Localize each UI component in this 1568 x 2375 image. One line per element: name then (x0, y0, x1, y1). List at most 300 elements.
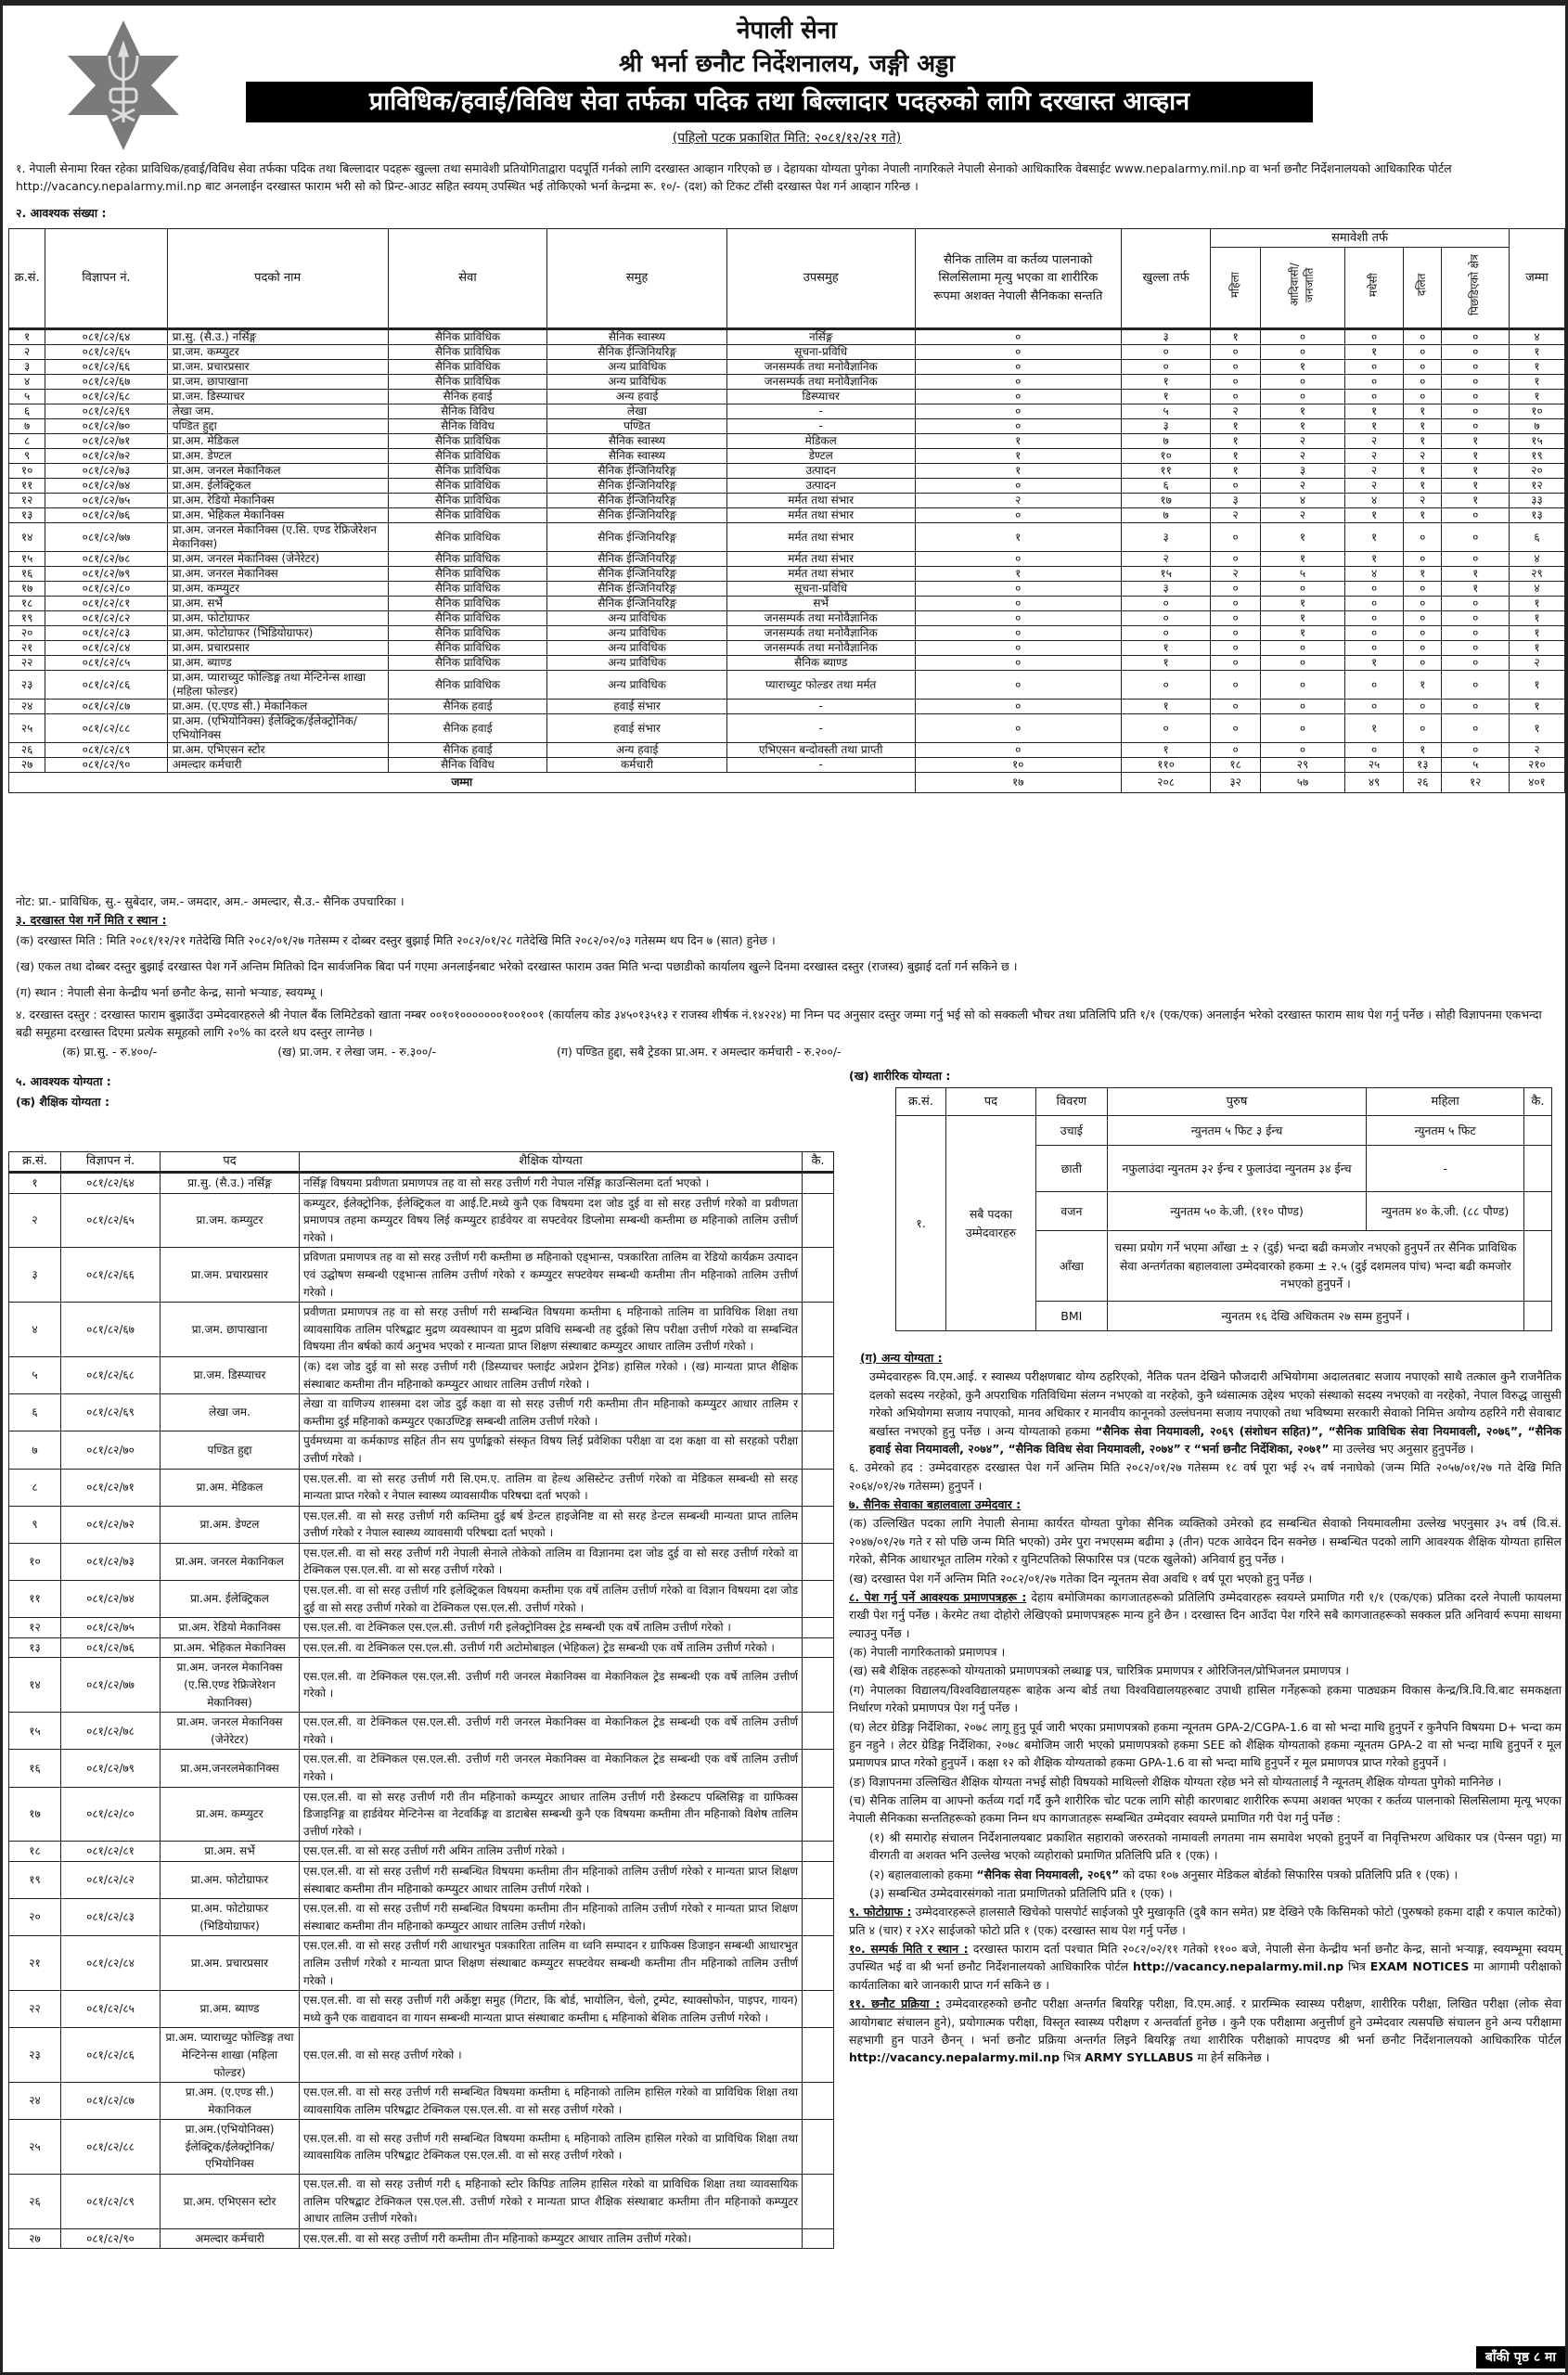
vacancy-cell: १ (1345, 345, 1404, 360)
vacancy-cell: १ (1509, 641, 1564, 656)
edu-post: अमल्दार कर्मचारी (161, 2228, 300, 2249)
vacancy-cell: १ (915, 567, 1121, 582)
edu-post: प्रा.अम. जनरल मेकानिक्स (ए.सि.एण्ड रेफ्रिजेरेशन मेकानिक्स) (161, 1658, 300, 1713)
edu-post: प्रा.अम. ईलेक्ट्रिकल (161, 1581, 300, 1618)
vacancy-cell: ० (1260, 345, 1344, 360)
vacancy-cell: ० (1260, 700, 1344, 714)
edu-ad-no: ०८१/८२/८९ (61, 2175, 161, 2229)
regulations-list: “सैनिक सेवा नियमावली, २०६९ (संशोधन सहित)”, “सैनिक प्राविधिक सेवा नियमावली, २०७६”, “सैनिक हवाई सेवा नियमावली, २०७४”, “सैनिक विविध सेवा नियमावली, २०७४” र “भर्ना छनौट निर्देशिका, २०७१” (869, 1423, 1562, 1456)
vacancy-cell: ० (1442, 390, 1509, 404)
cert-item: (ग) नेपालका विद्यालय/विश्वविद्यालयहरू बाहेक अन्य बोर्ड तथा विश्वविद्यालयहरुबाट उपाधी हासिल गर्नेहरूको हकमा पाठ्यक्रम विकास केन्द्र/त्रि.वि.वि.बाट समकक्षता निर्धारण गरेको प्रमाणपत्र पेश गर्नु पर्नेछ । (849, 1682, 1562, 1715)
vacancy-cell: २९ (1509, 567, 1564, 582)
vacancy-cell: ० (1122, 714, 1211, 743)
vacancy-cell: सैनिक प्राविधिक (388, 597, 547, 611)
fee-list (16, 1043, 1556, 1060)
vacancy-cell: सैनिक प्राविधिक (388, 641, 547, 656)
vacancy-cell: उत्पादन (726, 464, 915, 479)
vacancy-cell: सैनिक प्राविधिक (388, 494, 547, 508)
total-cell: ४९ (1345, 773, 1404, 793)
edu-sn: १६ (9, 1750, 61, 1787)
org-title: नेपाली सेना (736, 17, 838, 45)
education-row (9, 1861, 834, 1898)
vacancy-cell: ० (1442, 714, 1509, 743)
vacancy-cell: हवाई संभार (547, 714, 726, 743)
vacancy-cell: २ (1345, 464, 1404, 479)
vacancy-cell: १ (1509, 345, 1564, 360)
vacancy-cell: ० (1442, 656, 1509, 671)
vacancy-cell: सैनिक प्राविधिक (388, 567, 547, 582)
vacancy-cell: प्रा.अम. ईलेक्ट्रिकल (167, 479, 388, 494)
vacancy-cell: ०८१/८२/७९ (45, 567, 167, 582)
phys-label: BMI (1035, 1302, 1107, 1331)
vacancy-cell: ०८१/८२/६४ (45, 329, 167, 345)
vacancy-cell: सैनिक हवाई (388, 743, 547, 758)
vacancy-cell: १ (1404, 508, 1442, 523)
vacancy-cell: - (726, 714, 915, 743)
vacancy-cell: २५ (1345, 758, 1404, 773)
vacancy-cell: सैनिक स्वास्थ्य (547, 434, 726, 449)
edu-post: प्रा.अम. रेडियो मेकानिक्स (161, 1618, 300, 1638)
phys-col-male: पुरुष (1107, 1088, 1367, 1116)
cert-sub-item: (२) बहालवालाको हकमा “सैनिक सेवा नियमावली, २०६९” को दफा १०७ अनुसार मेडिकल बोर्डको सिफारिस पत्रको प्रतिलिपि प्रति १ (एक) । (869, 1867, 1459, 1881)
vacancy-cell: १७ (1122, 494, 1211, 508)
vacancy-cell: ० (1345, 582, 1404, 597)
vacancy-cell: प्रा.अम. जनरल मेकानिकल (167, 464, 388, 479)
vacancy-cell: ०८१/८२/८९ (45, 743, 167, 758)
vacancy-cell: ०८१/८२/६८ (45, 390, 167, 404)
vacancy-cell: १ (1122, 390, 1211, 404)
edu-qualification: एस.एल.सी. वा सो सरह उत्तीर्ण गरि इलेक्ट्रिकल विषयमा कम्तीमा एक वर्षे तालिम उत्तीर्ण गरेको वा विज्ञान विषयमा दश जोड दुई वा सो सरह उत्तीर्ण गरेको वा टेक्निकल एस.एल.सी. उत्तीर्ण गरेको । (300, 1581, 803, 1618)
edu-sn: १८ (9, 1842, 61, 1862)
published-date: (पहिलो पटक प्रकाशित मिति: २०८१/१२/२१ गते) (672, 131, 902, 146)
vacancy-row (9, 597, 1565, 611)
edu-sn: १९ (9, 1861, 61, 1898)
edu-remarks (803, 1842, 834, 1862)
vacancy-cell: सैनिक ईन्जिनियरिङ्ग (547, 597, 726, 611)
vacancy-cell: सैनिक ईन्जिनियरिङ्ग (547, 567, 726, 582)
education-row (9, 1899, 834, 1936)
education-table (8, 1151, 834, 2249)
vacancy-cell: ० (1260, 641, 1344, 656)
vacancy-row (9, 360, 1565, 375)
edu-ad-no: ०८१/८२/८८ (61, 2120, 161, 2175)
vacancy-cell: ० (1404, 611, 1442, 626)
edu-ad-no: ०८१/८२/८३ (61, 1899, 161, 1936)
phys-label: वजन (1035, 1192, 1107, 1231)
vacancy-cell: सैनिक प्राविधिक (388, 582, 547, 597)
edu-remarks (803, 1581, 834, 1618)
vacancy-cell: १ (1122, 700, 1211, 714)
vacancy-cell: ० (1211, 552, 1261, 567)
col-dalit: दलित (1415, 274, 1429, 297)
vacancy-cell: ० (1345, 626, 1404, 641)
edu-ad-no: ०८१/८२/७० (61, 1431, 161, 1469)
col-madhesi: मधेसी (1367, 273, 1381, 298)
section-4-fee: ४. दरखास्त दस्तुर : दरखास्त फाराम बुझाउँदा उम्मेदवारहरुले श्री नेपाल बैंक लिमिटेडको खाता नम्बर ००१०१०००००००१००१००१ (कार्यालय कोड ३४५०१३५१३ र राजस्व शीर्षक नं.१४२२४) मा निम्न पद अनुसार दस्तुर जम्मा गर्नु भई सो को सक्कली भौचर तथा प्रतिलिपि प्रति १/१ (एक/एक) अनलाईन भरेको दरखास्त फाराम साथ पेश गर्नु पर्नेछ । सोही विज्ञापनमा एकभन्दा बढी समूहमा दरखास्त दिएमा प्रत्येक समूहको लागि २०% का दरले थप दस्तुर लाग्नेछ । (16, 1008, 1542, 1040)
section-5-title: ५. आवश्यक योग्यता : (16, 1074, 111, 1088)
edu-post: प्रा.जम. डिस्प्याचर (161, 1356, 300, 1393)
vacancy-cell: २ (1404, 494, 1442, 508)
vacancy-cell: २० (9, 626, 45, 641)
vacancy-cell: १ (1345, 523, 1404, 552)
vacancy-cell: ० (915, 390, 1121, 404)
vacancy-cell: २१ (9, 641, 45, 656)
vacancy-cell: ० (1442, 345, 1509, 360)
edu-sn: ७ (9, 1431, 61, 1469)
vacancy-cell: १ (1509, 375, 1564, 390)
edu-qualification: एस.एल.सी. वा सो सरह उत्तीर्ण गरी कम्तीमा तीन महिनाको कम्प्युटर आधार तालिम उत्तीर्ण गरेको। (300, 2228, 803, 2249)
edu-post: प्रा.अम. डेण्टल (161, 1506, 300, 1543)
vacancy-cell: ० (1404, 360, 1442, 375)
vacancy-cell: ४ (1509, 329, 1564, 345)
vacancy-cell: प्रा.अम. डेण्टल (167, 449, 388, 464)
section-9-photo: ९. फोटोग्राफ : उम्मेदवारहरूले हालसालै खिचेको पासपोर्ट साईजको पुरै मुखाकृति (दुबै कान समेत) प्रष्ट देखिने एकै किसिमको फोटो (पुरुषको हकमा दाह्री र कपाल काटेको) प्रति ४ (चार) र २X२ साईजको फोटो प्रति १ (एक) दरखास्त साथ पेश गर्नु पर्नेछ । (849, 1905, 1562, 1937)
vacancy-cell: ० (915, 611, 1121, 626)
vacancy-cell: ०८१/८२/७३ (45, 464, 167, 479)
vacancy-cell: १ (1509, 700, 1564, 714)
vacancy-cell: ० (915, 360, 1121, 375)
edu-remarks (803, 1248, 834, 1303)
vacancy-row (9, 611, 1565, 626)
edu-qualification: एस.एल.सी. वा सो सरह उत्तीर्ण गरी तीन महिनाको कम्प्युटर आधार तालिम उत्तीर्ण गरी डेस्कटप पब्लिसिङ्ग वा ग्राफिक्स डिजाइनिङ्ग वा हार्डवेयर मेन्टिनेन्स वा नेटवर्किङ्ग वा डाटाबेस सम्बन्धी कुनै एक विषयमा कम्तीमा तीन महिनाको विशेष तालिम उत्तीर्ण गरेको । (300, 1787, 803, 1842)
phys-label: उचाई (1035, 1116, 1107, 1146)
vacancy-cell: सैनिक विविध (388, 404, 547, 419)
vacancy-cell: ०८१/८२/८५ (45, 656, 167, 671)
vacancy-cell: १ (1509, 390, 1564, 404)
vacancy-cell: सूचना-प्रविधि (726, 582, 915, 597)
vacancy-cell: ० (915, 508, 1121, 523)
vacancy-cell: अन्य प्राविधिक (547, 626, 726, 641)
vacancy-cell: ० (1404, 714, 1442, 743)
edu-post: प्रा.अम. मेडिकल (161, 1469, 300, 1506)
vacancy-cell: सैनिक विविध (388, 758, 547, 773)
edu-sn: २४ (9, 2083, 61, 2120)
phys-eye: चस्मा प्रयोग गर्ने भएमा आँखा ± २ (दुई) भन्दा बढी कमजोर नभएको हुनुपर्ने तर सैनिक प्राविधिक सेवा अन्तर्गतका बहालवाला उम्मेदवारको हकमा ± २.५ (दुई दशमलव पांच) भन्दा बढी कमजोर नभएको हुनुपर्ने । (1107, 1231, 1523, 1302)
cert-sub-item: (३) सम्बन्धित उम्मेदवारसंगको नाता प्रमाणितको प्रतिलिपि प्रति १ (एक) । (869, 1885, 1173, 1900)
edu-ad-no: ०८१/८२/६८ (61, 1356, 161, 1393)
vacancy-cell: १ (1345, 419, 1404, 434)
col-ad-no: विज्ञापन नं. (45, 229, 167, 329)
section-7-b: (ख) दरखास्त पेश गर्ने अन्तिम मिति २०८२/०१/२७ गतेका दिन न्यूनतम सेवा अवधि १ वर्ष पूरा भएको हुनु पर्नेछ । (849, 1571, 1313, 1585)
phys-female: न्युनतम ४० के.जी. (८८ पौण्ड) (1367, 1192, 1524, 1231)
vacancy-row (9, 345, 1565, 360)
vacancy-cell: ० (1122, 626, 1211, 641)
vacancy-cell: १३ (1509, 508, 1564, 523)
vacancy-row (9, 479, 1565, 494)
education-row (9, 2083, 834, 2120)
vacancy-portal-link[interactable]: http://vacancy.nepalarmy.mil.np (1133, 1959, 1344, 1974)
vacancy-cell: ० (1404, 345, 1442, 360)
vacancy-cell: ० (1211, 597, 1261, 611)
vacancy-cell: २ (1345, 479, 1404, 494)
vacancy-cell: - (726, 758, 915, 773)
cert-item: (च) सैनिक तालिम वा आफ्नो कर्तव्य गर्दा गर्दै कुनै शारीरिक चोट पटक लागि सोही कारणबाट शारीरिक रूपमा अशक्त भएका र कर्तव्य पालनाको सिलसिलामा मृत्यू भएका नेपाली सैनिकका सन्ततिहरूको हकमा निम्न थप कागजातहरू सम्बन्धित उम्मेदवार स्वयम्ले प्रमाणित गरी पेश गर्नु पर्नेछ : (849, 1793, 1562, 1826)
edu-qualification: (क) दश जोड दुई वा सो सरह उत्तीर्ण गरी (डिस्प्याचर फ्लाईट अप्रेशन ट्रेनिङ) हासिल गरेको । (ख) मान्यता प्राप्त शैक्षिक संस्थाबाट कम्तीमा तीन महिनाको कम्प्युटर आधार तालिम उत्तीर्ण गरेको । (300, 1356, 803, 1393)
edu-sn: १० (9, 1543, 61, 1580)
edu-ad-no: ०८१/८२/७१ (61, 1469, 161, 1506)
total-label: जम्मा (9, 773, 916, 793)
vacancy-cell: १ (1404, 419, 1442, 434)
edu-remarks (803, 1787, 834, 1842)
edu-ad-no: ०८१/८२/७५ (61, 1618, 161, 1638)
vacancy-cell: मर्मत तथा संभार (726, 552, 915, 567)
edu-ad-no: ०८१/८२/९० (61, 2228, 161, 2249)
vacancy-cell: सैनिक प्राविधिक (388, 552, 547, 567)
vacancy-cell: प्रा.अम. (ए.एण्ड सी.) मेकानिकल (167, 700, 388, 714)
vacancy-cell: ७ (9, 419, 45, 434)
cert-item: (ख) सबै शैक्षिक तहहरूको योग्यताको प्रमाणपत्रको लब्धाङ्क पत्र, चारित्रिक प्रमाणपत्र र ओरिजिनल/प्रोभिजनल प्रमाणपत्र । (849, 1663, 1350, 1678)
vacancy-cell: सैनिक प्राविधिक (388, 464, 547, 479)
vacancy-cell: १ (1442, 494, 1509, 508)
vacancy-cell: १३ (1404, 758, 1442, 773)
total-cell: १७ (915, 773, 1121, 793)
vacancy-cell: १ (1260, 523, 1344, 552)
vacancy-cell: सैनिक ईन्जिनियरिङ्ग (547, 479, 726, 494)
vacancy-cell: १ (1509, 611, 1564, 626)
vacancy-cell: सैनिक स्वास्थ्य (547, 449, 726, 464)
vacancy-cell: ४ (1509, 552, 1564, 567)
edu-ad-no: ०८१/८२/८७ (61, 2083, 161, 2120)
vacancy-cell: प्रा.अम. फोटोग्राफर (167, 611, 388, 626)
vacancy-cell: ० (1442, 597, 1509, 611)
vacancy-cell: सैनिक प्राविधिक (388, 345, 547, 360)
vacancy-cell: २७ (9, 758, 45, 773)
vacancy-cell: कर्मचारी (547, 758, 726, 773)
edu-sn: ४ (9, 1303, 61, 1357)
education-row (9, 1991, 834, 2028)
vacancy-cell: ६ (1509, 523, 1564, 552)
education-row (9, 2228, 834, 2249)
vacancy-cell: ०८१/८२/८३ (45, 626, 167, 641)
notice-banner: प्राविधिक/हवाई/विविध सेवा तर्फका पदिक तथा बिल्लादार पदहरुको लागि दरखास्त आव्हान (246, 82, 1313, 122)
education-row (9, 1581, 834, 1618)
edu-remarks (803, 2228, 834, 2249)
edu-qualification: प्रवीणता प्रमाणपत्र तह वा सो सरह उत्तीर्ण गरी सम्बन्धित विषयमा कम्तीमा ६ महिनाको तालिम वा प्राविधिक शिक्षा तथा व्यावसायिक तालिम परिषद्बाट मुद्रण व्यवस्थापन वा मुद्रण प्रविधि सम्बन्धी तह दुईको सिप परीक्षा उत्तीर्ण गरेको वा सम्बन्धित विषयमा तीन बर्षको कार्य अनुभव भएको र मान्यता प्राप्त शिक्षण संस्थाबाट कम्प्युटर आधार तालिम उत्तीर्ण गरेको । (300, 1303, 803, 1357)
vacancy-cell: ३ (1122, 523, 1211, 552)
edu-sn: १७ (9, 1787, 61, 1842)
vacancy-cell: ०८१/८२/९० (45, 758, 167, 773)
education-row (9, 1750, 834, 1787)
edu-col-post: पद (161, 1152, 300, 1173)
fee-item: (ग) पण्डित हुद्दा, सबै ट्रेडका प्रा.अम. र अमल्दार कर्मचारी - रु.२००/- (557, 1045, 842, 1059)
vacancy-cell: अन्य हवाई (547, 390, 726, 404)
edu-qualification: एस.एल.सी. वा सो सरह उत्तीर्ण गरी सम्बन्धित विषयमा कम्तीमा ६ महिनाको तालिम हासिल गरेको वा प्राविधिक शिक्षा तथा व्यावसायिक तालिम परिषद्बाट टेक्निकल एस.एल.सी. वा सो सरह उत्तीर्ण गरेको । (300, 2120, 803, 2175)
vacancy-cell: २४ (9, 700, 45, 714)
phys-female: न्युनतम ५ फिट (1367, 1116, 1524, 1146)
section-7-a: (क) उल्लिखित पदका लागि नेपाली सेनामा कार्यरत योग्यता पुगेका सैनिक व्यक्तिको उमेरको हद सम्बन्धित सेवाको नियमावलीमा उल्लेख भएनुसार ३५ वर्ष (वि.सं. २०४७/०१/२७ गते र सो पछि जन्म मिति भएको) उमेर पुरा नभएसम्म बढीमा ३ (तीन) पटक आवेदन दिन सक्नेछ । सम्बन्धित पदको लागि आवश्यक शैक्षिक योग्यता हासिल गरेको, सैनिक आधारभूत तालिम गरेको र युनिटपतिको सिफारिस पत्र (पटक खुलेको) अनिवार्य हुनु पर्नेछ । (849, 1516, 1562, 1567)
col-subgroup: उपसमुह (726, 229, 915, 329)
vacancy-cell: २ (1260, 449, 1344, 464)
col-sn: क्र.सं. (9, 229, 45, 329)
edu-qualification: एस.एल.सी. वा सो सरह उत्तीर्ण गरी अमिन तालिम उत्तीर्ण गरेको । (300, 1842, 803, 1862)
vacancy-cell: २ (1260, 508, 1344, 523)
vacancy-cell: प्रा.जम. कम्प्युटर (167, 345, 388, 360)
vacancy-cell: ० (1442, 552, 1509, 567)
vacancy-cell: प्रा.जम. छापाखाना (167, 375, 388, 390)
vacancy-row (9, 641, 1565, 656)
vacancy-cell: ० (1211, 671, 1261, 700)
phys-female: - (1367, 1146, 1524, 1192)
vacancy-row (9, 552, 1565, 567)
edu-post: प्रा.अम. जनरल मेकानिक्स (जेनेरेटर) (161, 1713, 300, 1750)
vacancy-cell: ५ (1442, 758, 1509, 773)
vacancy-cell: २ (1122, 552, 1211, 567)
abbreviation-note: नोट: प्रा.- प्राविधिक, सु.- सुबेदार, जम.- जमदार, अम.- अमल्दार, सै.उ.- सैनिक उपचारिका । (16, 894, 405, 908)
vacancy-cell: २ (1345, 449, 1404, 464)
vacancy-cell: ० (915, 404, 1121, 419)
edu-ad-no: ०८१/८२/८६ (61, 2028, 161, 2083)
cert-item: (घ) लेटर ग्रेडिङ्ग निर्देशिका, २०७८ लागू हुनु पूर्व जारी भएका प्रमाणपत्रको हकमा न्यूनतम GPA-2/CGPA-1.6 वा सो भन्दा माथि हुनुपर्ने र कुनैपनि विषयमा D+ भन्दा कम हुन नहुने । लेटर ग्रेडिङ्ग निर्देशिका, २०७८ बमोजिम जारी भएको प्रमाणपत्रको हकमा SEE को शैक्षिक योग्यताको हकमा न्यूनतम GPA-2 वा सो भन्दा माथि हुनुपर्ने र मूल प्रमाणपत्र प्राप्त गरेको हुनुपर्ने । कक्षा १२ को शैक्षिक योग्यताको हकमा GPA-1.6 वा सो भन्दा माथि हुनुपर्ने र मूल प्रमाणपत्र प्राप्त गरेको हुनुपर्ने । (849, 1719, 1562, 1770)
vacancy-cell: ० (1260, 714, 1344, 743)
vacancy-cell: ३ (1122, 582, 1211, 597)
vacancy-row (9, 743, 1565, 758)
edu-col-sn: क्र.सं. (9, 1152, 61, 1173)
vacancy-cell: १९ (9, 611, 45, 626)
vacancy-cell: ० (1442, 641, 1509, 656)
vacancy-cell: १ (1404, 567, 1442, 582)
education-row (9, 1658, 834, 1713)
section-3-holiday: (ख) एकल तथा दोब्बर दस्तुर बुझाई दरखास्त पेश गर्ने अन्तिम मितिको दिन सार्वजनिक बिदा पर्न गएमा अनलाईनबाट भरेको दरखास्त फाराम उक्त मिति भन्दा पछाडीको कार्यालय खुल्ने दिनमा दरखास्त दस्तुर (राजस्व) बुझाई दर्ता गर्न सकिने छ । (16, 959, 1018, 973)
vacancy-cell: २१० (1509, 758, 1564, 773)
vacancy-cell: ० (1404, 597, 1442, 611)
vacancy-cell: अन्य प्राविधिक (547, 656, 726, 671)
vacancy-cell: ० (1260, 582, 1344, 597)
education-row (9, 1936, 834, 1991)
vacancy-cell: प्रा.अम. ब्याण्ड (167, 656, 388, 671)
edu-remarks (803, 1506, 834, 1543)
vacancy-cell: २ (1211, 508, 1261, 523)
education-row (9, 1303, 834, 1357)
vacancy-cell: ० (1404, 626, 1442, 641)
vacancy-cell: ४ (9, 375, 45, 390)
section-7-title: ७. सैनिक सेवाका बहालवाला उम्मेदवार : (849, 1497, 1022, 1511)
vacancy-cell: ० (1404, 582, 1442, 597)
vacancy-portal-link[interactable]: http://vacancy.nepalarmy.mil.np (849, 2050, 1060, 2065)
edu-ad-no: ०८१/८२/८१ (61, 1842, 161, 1862)
vacancy-cell: १० (1509, 404, 1564, 419)
vacancy-cell: ० (1211, 700, 1261, 714)
phys-sn: १. (896, 1116, 946, 1331)
vacancy-cell: प्रा.अम. जनरल मेकानिक्स (ए.सि. एण्ड रेफ्रिजेरेशन मेकानिक्स) (167, 523, 388, 552)
vacancy-cell: ३ (1211, 494, 1261, 508)
education-row (9, 1431, 834, 1469)
edu-ad-no: ०८१/८२/७८ (61, 1713, 161, 1750)
education-row (9, 1356, 834, 1393)
vacancy-cell: सैनिक प्राविधिक (388, 375, 547, 390)
vacancy-row (9, 758, 1565, 773)
vacancy-cell: ०८१/८२/८६ (45, 671, 167, 700)
vacancy-cell: ११ (1122, 464, 1211, 479)
vacancy-cell: सैनिक विविध (388, 419, 547, 434)
col-group: समुह (547, 229, 726, 329)
col-total: जम्मा (1509, 229, 1564, 329)
vacancy-row (9, 700, 1565, 714)
vacancy-cell: १ (1260, 419, 1344, 434)
vacancy-cell: ० (915, 671, 1121, 700)
vacancy-cell: ० (915, 714, 1121, 743)
edu-remarks (803, 1618, 834, 1638)
vacancy-cell: २९ (1260, 758, 1344, 773)
fee-item: (क) प्रा.सु. - रु.४००/- (62, 1045, 158, 1059)
vacancy-cell: ० (915, 375, 1121, 390)
vacancy-cell: सैनिक प्राविधिक (388, 360, 547, 375)
edu-ad-no: ०८१/८२/८४ (61, 1936, 161, 1991)
edu-qualification: एस.एल.सी. वा सो सरह उत्तीर्ण गरी सम्बन्धित विषयमा कम्तीमा तीन महिनाको तालिम उत्तीर्ण गरेको र मान्यता प्राप्त शिक्षण संस्थाबाट कम्तीमा तीन महिनाको कम्प्युटर आधार तालिम उत्तीर्ण गरेको। (300, 1899, 803, 1936)
vacancy-cell: ३ (9, 360, 45, 375)
edu-post: प्रा.अम. प्याराच्युट फोल्डिङ्ग तथा मेन्टिनेन्स शाखा (महिला फोल्डर) (161, 2028, 300, 2083)
vacancy-cell: मेडिकल (726, 434, 915, 449)
vacancy-cell: ० (1345, 375, 1404, 390)
edu-ad-no: ०८१/८२/८५ (61, 1991, 161, 2028)
edu-ad-no: ०८१/८२/६५ (61, 1193, 161, 1248)
vacancy-cell: ०८१/८२/६७ (45, 375, 167, 390)
vacancy-cell: ० (1345, 611, 1404, 626)
vacancy-cell: ० (1404, 375, 1442, 390)
col-open: खुल्ला तर्फ (1122, 229, 1211, 329)
vacancy-cell: ४ (1345, 494, 1404, 508)
vacancy-cell: ० (1260, 375, 1344, 390)
vacancy-cell: १ (1122, 656, 1211, 671)
vacancy-cell: २० (1509, 464, 1564, 479)
edu-post: प्रा.अम. फोटोग्राफर (161, 1861, 300, 1898)
vacancy-cell: ०८१/८२/७७ (45, 523, 167, 552)
edu-sn: ९ (9, 1506, 61, 1543)
education-row (9, 1469, 834, 1506)
edu-remarks (803, 1658, 834, 1713)
education-row (9, 1637, 834, 1658)
vacancy-cell: प्रा.अम. फोटोग्राफर (भिडियोग्राफर) (167, 626, 388, 641)
vacancy-cell: ६ (1122, 479, 1211, 494)
vacancy-cell: सैनिक हवाई (388, 700, 547, 714)
vacancy-cell: लेखा जम. (167, 404, 388, 419)
vacancy-cell: मर्मत तथा संभार (726, 508, 915, 523)
col-service: सेवा (388, 229, 547, 329)
vacancy-cell: १८ (9, 597, 45, 611)
vacancy-cell: ३ (1260, 464, 1344, 479)
vacancy-cell: ० (1404, 656, 1442, 671)
edu-remarks (803, 1637, 834, 1658)
edu-ad-no: ०८१/८२/८२ (61, 1861, 161, 1898)
edu-remarks (803, 1193, 834, 1248)
edu-sn: १३ (9, 1637, 61, 1658)
vacancy-cell: ० (1404, 390, 1442, 404)
vacancy-row (9, 464, 1565, 479)
vacancy-cell: ० (1345, 641, 1404, 656)
edu-post: प्रा.जम. कम्प्युटर (161, 1193, 300, 1248)
vacancy-cell: ४ (1260, 494, 1344, 508)
edu-ad-no: ०८१/८२/७२ (61, 1506, 161, 1543)
vacancy-cell: ७ (1509, 419, 1564, 434)
edu-sn: १५ (9, 1713, 61, 1750)
vacancy-cell: उत्पादन (726, 479, 915, 494)
col-descendants: सैनिक तालिम वा कर्तव्य पालनाको सिलसिलामा मृत्यु भएका वा शारीरिक रूपमा अशक्त नेपाली सैनिकका सन्तति (915, 229, 1121, 329)
vacancy-cell: सैनिक प्राविधिक (388, 449, 547, 464)
vacancy-cell: ० (1404, 329, 1442, 345)
edu-qualification: एस.एल.सी. वा सो सरह उत्तीर्ण गरी सम्बन्धित विषयमा कम्तीमा ६ महिनाको तालिम हासिल गरेको वा प्राविधिक शिक्षा तथा व्यावसायिक तालिम परिषद्बाट टेक्निकल एस.एल.सी. वा सो सरह उत्तीर्ण गरेको । (300, 2083, 803, 2120)
edu-qualification: एस.एल.सी. वा सो सरह उत्तीर्ण गरी नेपाली सेनाले तोकेको तालिम वा विज्ञानमा दश जोड दुई वा सो सरह उत्तीर्ण गरेको वा टेक्निकल एस.एल.सी. वा सो सरह उत्तीर्ण गरेको । (300, 1543, 803, 1580)
vacancy-cell: १ (1260, 611, 1344, 626)
vacancy-cell: ० (1442, 404, 1509, 419)
vacancy-cell: सैनिक ब्याण्ड (726, 656, 915, 671)
phys-male: नफुलाउंदा न्युनतम ३२ ईन्च र फुलाउंदा न्युनतम ३४ ईन्च (1107, 1146, 1367, 1192)
vacancy-cell: ०८१/८२/८८ (45, 714, 167, 743)
edu-ad-no: ०८१/८२/६९ (61, 1394, 161, 1431)
vacancy-cell: ० (1211, 479, 1261, 494)
edu-post: प्रा.अम. भेहिकल मेकानिक्स (161, 1637, 300, 1658)
vacancy-cell: सैनिक ईन्जिनियरिङ्ग (547, 494, 726, 508)
vacancy-cell: २६ (9, 743, 45, 758)
vacancy-cell: सैनिक ईन्जिनियरिङ्ग (547, 508, 726, 523)
